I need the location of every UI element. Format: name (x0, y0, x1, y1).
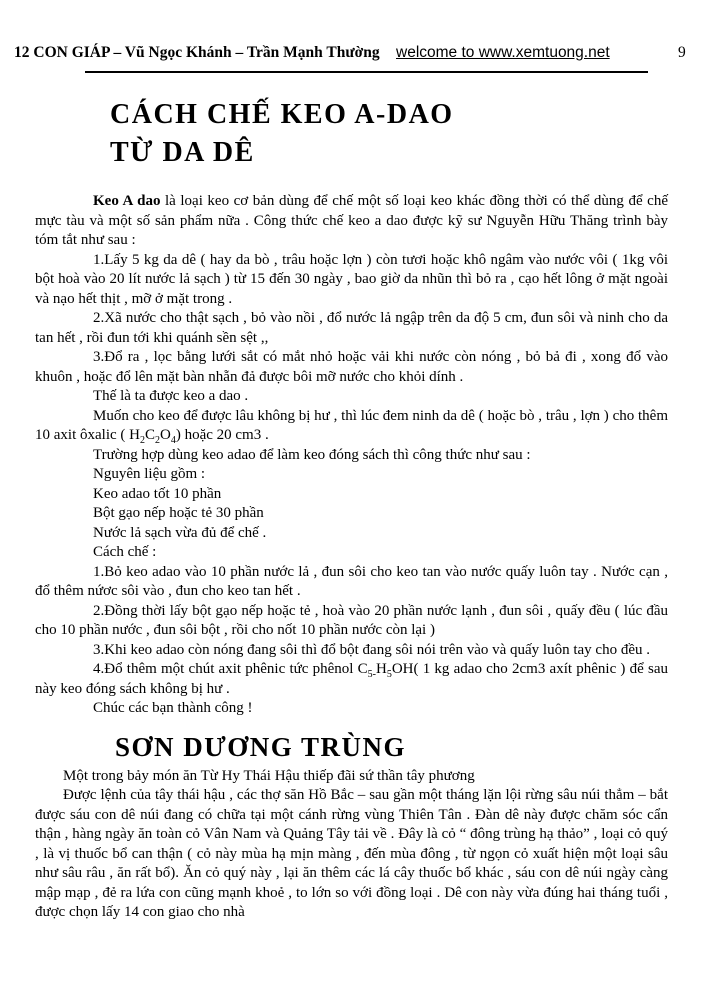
paragraph-step2: 2.Xã nước cho thật sạch , bỏ vào nồi , đổ nước lả ngập trên da độ 5 cm, đun sôi và ninh cho da tan hết , rồi đun tới khi quánh sền sệt ,, (35, 310, 668, 346)
site-link[interactable]: welcome to www.xemtuong.net (396, 44, 610, 61)
paragraph-ingredients-label: Nguyên liệu gồm : (93, 466, 206, 482)
paragraph-method-4: 4.Đổ thêm một chút axit phênic tức phênol $C_{5-}H_5OH$( 1 kg adao cho 2cm3 axít phênic ) để sau này keo đóng sách không bị hư . (35, 661, 668, 697)
paragraph-method-1: 1.Bỏ keo adao vào 10 phần nước lả , đun sôi cho keo tan vào nước quấy luôn tay . Nước cạn , đổ thêm nứơc sôi vào , đun cho keo tan hết . (35, 563, 668, 599)
page-number: 9 (678, 44, 686, 61)
section2-title: SƠN DƯƠNG TRÙNG (115, 731, 407, 762)
paragraph-intro: Keo A dao là loại keo cơ bản dùng để chế một số loại keo khác đồng thời có thể dùng để chế mực tàu và một số sản phẩm nữa . Công thức chế keo a dao được kỹ sư Nguyễn Hữu Thăng trình bày tóm tắt như sau : (35, 193, 668, 248)
paragraph-ingredient-3: Nước lả sạch vừa đủ để chế . (93, 524, 267, 541)
paragraph-closing: Chúc các bạn thành công ! (93, 700, 253, 716)
paragraph-ingredient-2: Bột gạo nếp hoặc tẻ 30 phần (93, 505, 264, 521)
paragraph-result: Thế là ta được keo a dao . (93, 388, 249, 404)
paragraph-step3: 3.Đổ ra , lọc bằng lưới sắt có mắt nhỏ hoặc vải khi nước còn nóng , bỏ bả đi , xong đổ vào khuôn , hoặc đổ lên mặt bàn nhẵn đả được bôi mỡ nước cho khỏi dính . (35, 349, 668, 385)
paragraph-subtitle: Một trong bảy món ăn Từ Hy Thái Hậu thiếp đãi sứ thần tây phương (63, 767, 475, 784)
paragraph-ingredient-1: Keo adao tốt 10 phần (93, 485, 222, 502)
paragraph-preserve: Muốn cho keo để được lâu không bị hư , thì lúc đem ninh da dê ( hoặc bò , trâu , lợn ) cho thêm 10 axit ôxalic ( $H_2C_2O_4$) hoặc 20 cm3 . (35, 407, 668, 446)
section1-title (110, 96, 668, 172)
paragraph-method-label: Cách chế : (93, 544, 157, 560)
section1-title-line2: TỪ DA DÊ (110, 137, 255, 168)
paragraph-method-3: 3.Khi keo adao còn nóng đang sôi thì đổ bột đang sôi nói trên vào và quấy luôn tay cho đều . (93, 641, 650, 658)
page-content (35, 96, 668, 923)
book-title: 12 CON GIÁP – Vũ Ngọc Khánh – Trần Mạnh Thường (14, 44, 380, 61)
paragraph-step1: 1.Lấy 5 kg da dê ( hay da bò , trâu hoặc lợn ) còn tươi hoặc khô ngâm vào nước vôi ( 1kg vôi bột hoà vào 20 lít nước lả sạch ) từ 15 đến 30 ngày , bao giờ da nhũn thì bỏ ra , cạo hết lông ở mặt ngoài và nạo hết thịt , mỡ ở mặt trong . (35, 251, 668, 307)
section1-title-line1: CÁCH CHẾ KEO A-DAO (110, 99, 454, 130)
paragraph-method-2: 2.Đồng thời lấy bột gạo nếp hoặc tẻ , hoà vào 20 phần nước lạnh , đun sôi , quấy đều ( lúc đầu cho 10 phần nước , đun sôi bột , rồi cho nốt 10 phần nước còn lại ) (35, 602, 668, 638)
header-rule (85, 71, 648, 73)
paragraph-bookglue: Trường hợp dùng keo adao để làm keo đóng sách thì công thức như sau : (93, 446, 531, 463)
paragraph-story: Được lệnh của tây thái hậu , các thợ săn Hồ Bắc – sau gần một tháng lặn lội rừng sâu núi thẳm – bắt được sáu con dê núi đang có chữa tại một cánh rừng vùng Thiên Tân . Đàn dê này được chăm sóc cẩn thận , hàng ngày ăn toàn cỏ Vân Nam và Quảng Tây tải về . Đây là cỏ “ đông trùng hạ thảo” , loại cỏ quý , là vị thuốc bổ can thận ( cỏ này mùa hạ mịn màng , đến mùa đông , từ ngọn cỏ xuất hiện một loại sâu như sâu râu , ăn rất bổ). Ăn cỏ quý này , lại ăn thêm các lá cây thuốc bổ khác , sáu con dê núi ngày càng mập mạp , đẻ ra lứa con cũng mạnh khoẻ , to lớn so với đồng loại . Dê con này vừa đúng hai tháng tuổi , được chọn lấy 14 con giao cho nhà (35, 787, 668, 920)
